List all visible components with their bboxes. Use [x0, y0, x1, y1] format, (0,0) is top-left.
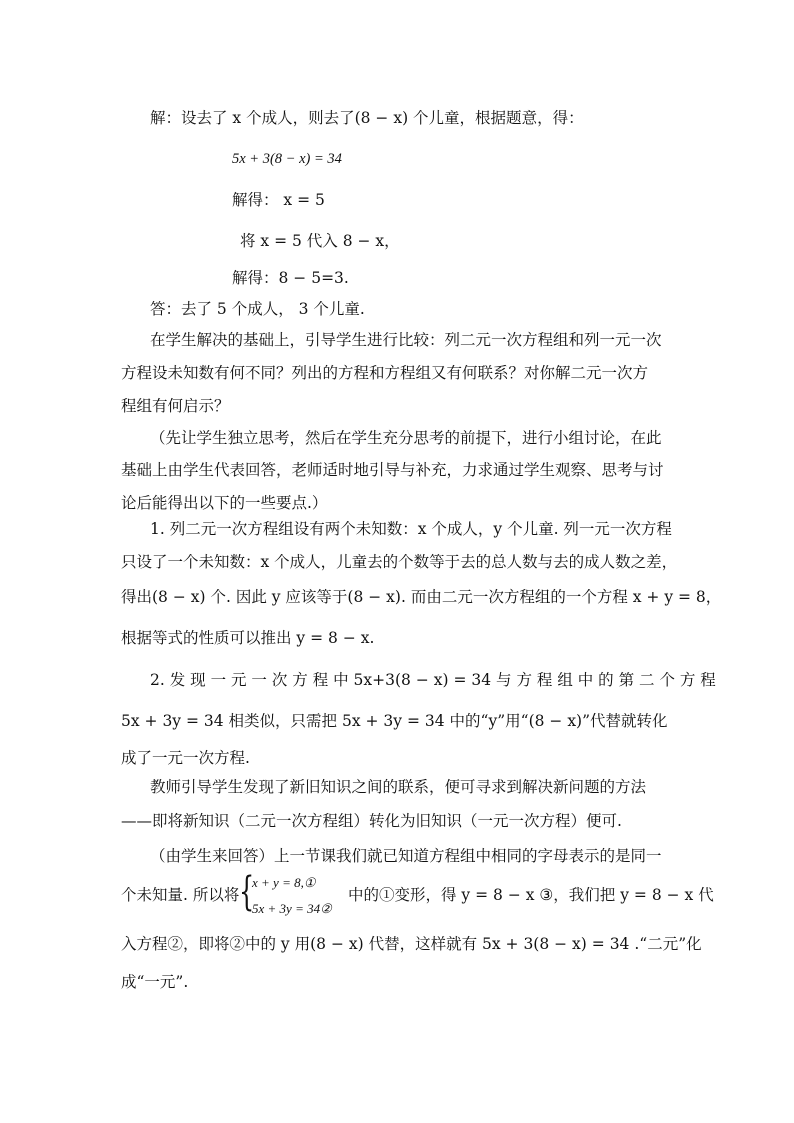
student-answer-4: 成“一元”.	[121, 973, 189, 991]
solution-intro: 解：设去了 x 个成人，则去了(8 − x) 个儿童，根据题意，得：	[150, 109, 584, 127]
point-1-line-4: 根据等式的性质可以推出 y = 8 − x.	[121, 629, 375, 647]
paragraph-note-3: 论后能得出以下的一些要点.）	[121, 494, 328, 512]
paragraph-compare-2: 方程设未知数有何不同？列出的方程和方程组又有何联系？对你解二元一次方	[121, 364, 649, 382]
teacher-guide-2: ——即将新知识（二元一次方程组）转化为旧知识（一元一次方程）便可.	[121, 812, 622, 830]
answer-line: 答：去了 5 个成人， 3 个儿童.	[150, 300, 365, 318]
point-1-line-3: 得出(8 − x) 个. 因此 y 应该等于(8 − x). 而由二元一次方程组的一个方程 x + y = 8，	[121, 588, 722, 606]
point-2-line-2: 5x + 3y = 34 相类似，只需把 5x + 3y = 34 中的“y”用“(8 − x)”代替就转化	[121, 712, 668, 730]
substitute-step: 将 x = 5 代入 8 − x，	[240, 232, 400, 250]
equation-main: 5x + 3(8 − x) = 34	[232, 151, 342, 167]
student-answer-1: （由学生来回答）上一节课我们就已知道方程组中相同的字母表示的是同一	[150, 847, 662, 865]
student-answer-2b: 中的①变形，得 y = 8 − x ③，我们把 y = 8 − x 代	[348, 886, 714, 904]
solve-result-2: 解得：8 − 5=3.	[232, 269, 349, 287]
point-1-line-1: 1. 列二元一次方程组设有两个未知数：x 个成人，y 个儿童. 列一元一次方程	[150, 520, 672, 538]
system-equation-2: 5x + 3y = 34②	[252, 901, 332, 916]
point-2-line-3: 成了一元一次方程.	[121, 749, 250, 767]
point-1-line-2: 只设了一个未知数：x 个成人，儿童去的个数等于去的总人数与去的成人数之差，	[121, 553, 678, 571]
paragraph-note-1: （先让学生独立思考，然后在学生充分思考的前提下，进行小组讨论，在此	[150, 429, 662, 447]
paragraph-compare-1: 在学生解决的基础上，引导学生进行比较：列二元一次方程组和列一元一次	[150, 331, 662, 349]
point-2-line-1: 2. 发 现 一 元 一 次 方 程 中 5x+3(8 − x) = 34 与 方 程 组 中 的 第 二 个 方 程	[150, 671, 716, 689]
student-answer-3: 入方程②，即将②中的 y 用(8 − x) 代替，这样就有 5x + 3(8 − x) = 34 .“二元”化	[121, 935, 702, 953]
paragraph-compare-3: 程组有何启示？	[121, 397, 230, 415]
system-equation-1: x + y = 8,①	[252, 875, 316, 890]
teacher-guide-1: 教师引导学生发现了新旧知识之间的联系，便可寻求到解决新问题的方法	[150, 778, 647, 796]
paragraph-note-2: 基础上由学生代表回答，老师适时地引导与补充，力求通过学生观察、思考与讨	[121, 461, 664, 479]
student-answer-2a: 个未知量. 所以将	[121, 886, 240, 904]
system-brace: {	[239, 869, 255, 915]
solve-result: 解得： x = 5	[232, 191, 325, 209]
